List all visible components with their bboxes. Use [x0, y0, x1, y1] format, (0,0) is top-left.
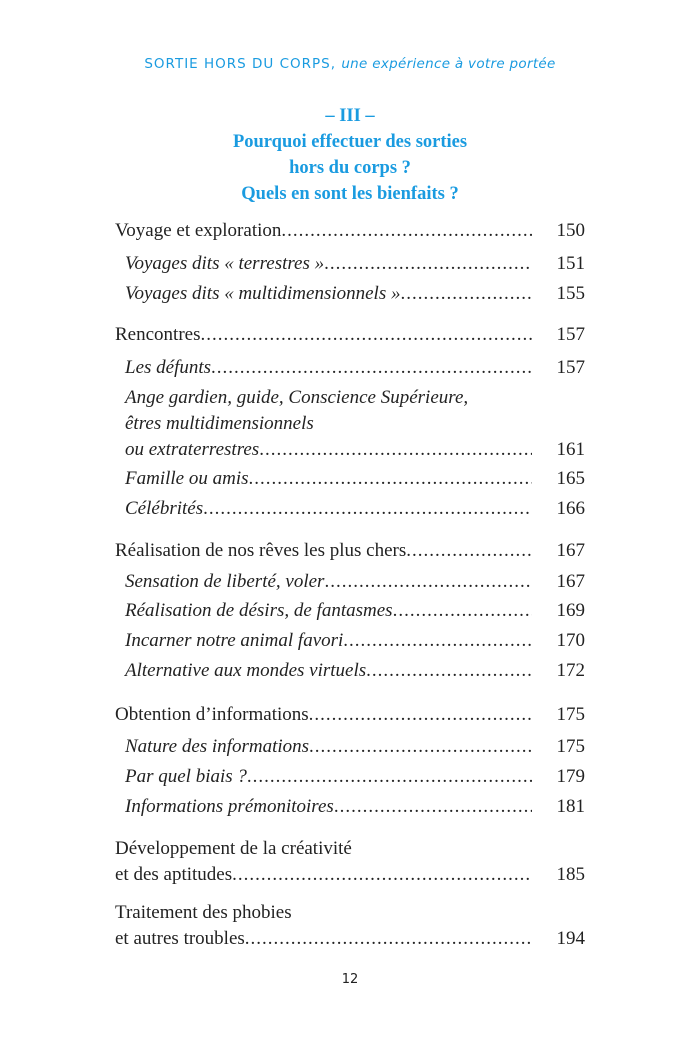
toc-entry-line	[125, 794, 585, 820]
toc-entry-title: Voyages dits « terrestres »	[125, 253, 325, 274]
toc-entry-line	[125, 598, 585, 624]
toc-entry-line	[125, 734, 585, 760]
toc-entry-line	[115, 926, 585, 952]
dot-leader	[324, 569, 532, 595]
toc-entry-line	[115, 862, 585, 888]
running-header	[0, 56, 700, 72]
toc-page-number: 157	[556, 324, 585, 345]
toc-section-entry[interactable]	[115, 702, 585, 728]
toc-entry-title: Obtention d’informations	[115, 704, 309, 725]
toc-entry-line	[115, 900, 585, 926]
toc-entry-title: Développement de la créativité	[115, 838, 352, 859]
toc-page-number: 167	[556, 571, 585, 592]
toc-entry-title: Par quel biais ?	[125, 766, 247, 787]
toc-page-number: 179	[556, 766, 585, 787]
dot-leader	[400, 281, 532, 307]
dot-leader	[232, 862, 532, 888]
toc-section-entry[interactable]	[115, 322, 585, 348]
dot-leader	[334, 794, 532, 820]
toc-entry-line	[125, 411, 585, 437]
dot-leader	[249, 466, 533, 492]
toc-entry-line	[125, 437, 585, 463]
toc-page-number: 161	[556, 439, 585, 460]
toc-entry-line	[125, 385, 585, 411]
toc-page-number: 185	[556, 864, 585, 885]
toc-subsection-entry[interactable]	[125, 281, 585, 307]
toc-section-entry[interactable]	[115, 836, 585, 888]
toc-entry-title: Réalisation de désirs, de fantasmes	[125, 600, 393, 621]
toc-entry-line	[125, 355, 585, 381]
toc-entry-line	[125, 251, 585, 277]
dot-leader	[366, 658, 532, 684]
toc-entry-title: êtres multidimensionnels	[125, 413, 314, 434]
toc-subsection-entry[interactable]	[125, 355, 585, 381]
toc-subsection-entry[interactable]	[125, 598, 585, 624]
chapter-title-line: Quels en sont les bienfaits ?	[241, 184, 459, 204]
toc-entry-title: Incarner notre animal favori	[125, 630, 344, 651]
book-subtitle: une expérience à votre portée	[341, 56, 556, 72]
toc-subsection-entry[interactable]	[125, 466, 585, 492]
toc-subsection-entry[interactable]	[125, 734, 585, 760]
dot-leader	[324, 251, 532, 277]
toc-entry-title: Ange gardien, guide, Conscience Supérieure,	[125, 387, 469, 408]
dot-leader	[309, 734, 532, 760]
toc-entry-title: Célébrités	[125, 498, 204, 519]
dot-leader	[247, 764, 532, 790]
toc-page-number: 181	[556, 796, 585, 817]
toc-page-number: 165	[556, 468, 585, 489]
toc-entry-line	[125, 628, 585, 654]
toc-subsection-entry[interactable]	[125, 385, 585, 463]
toc-entry-line	[115, 218, 585, 244]
toc-entry-line	[115, 322, 585, 348]
toc-entry-title: Les défunts	[125, 357, 212, 378]
dot-leader	[343, 628, 532, 654]
toc-entry-title: et autres troubles	[115, 928, 245, 949]
toc-subsection-entry[interactable]	[125, 251, 585, 277]
toc-entry-line	[125, 466, 585, 492]
dot-leader	[211, 355, 532, 381]
toc-entry-line	[125, 569, 585, 595]
toc-entry-line	[125, 281, 585, 307]
page-number: 12	[341, 972, 359, 987]
toc-page-number: 170	[556, 630, 585, 651]
toc-subsection-entry[interactable]	[125, 658, 585, 684]
toc-entry-title: Informations prémonitoires	[125, 796, 334, 817]
dot-leader	[245, 926, 532, 952]
toc-entry-title: Traitement des phobies	[115, 902, 292, 923]
toc-entry-title: Voyages dits « multidimensionnels »	[125, 283, 401, 304]
dot-leader	[393, 598, 532, 624]
toc-entry-line	[115, 538, 585, 564]
toc-page-number: 194	[556, 928, 585, 949]
dot-leader	[406, 538, 532, 564]
dot-leader	[200, 322, 532, 348]
dot-leader	[203, 496, 532, 522]
toc-subsection-entry[interactable]	[125, 628, 585, 654]
toc-section-entry[interactable]	[115, 218, 585, 244]
toc-page-number: 151	[556, 253, 585, 274]
toc-entry-title: Nature des informations	[125, 736, 310, 757]
toc-entry-title: Famille ou amis	[125, 468, 249, 489]
toc-page-number: 169	[556, 600, 585, 621]
toc-entry-title: Voyage et exploration	[115, 220, 282, 241]
toc-page-number: 155	[556, 283, 585, 304]
toc-entry-title: Réalisation de nos rêves les plus chers	[115, 540, 407, 561]
toc-page-number: 172	[556, 660, 585, 681]
toc-page-number: 157	[556, 357, 585, 378]
toc-entry-title: Rencontres	[115, 324, 201, 345]
toc-entry-line	[115, 836, 585, 862]
toc-entry-line	[115, 702, 585, 728]
toc-page-number: 175	[556, 704, 585, 725]
toc-section-entry[interactable]	[115, 538, 585, 564]
dot-leader	[309, 702, 532, 728]
toc-entry-line	[125, 764, 585, 790]
toc-entry-line	[125, 658, 585, 684]
toc-entry-title: Alternative aux mondes virtuels	[125, 660, 367, 681]
toc-page-number: 150	[556, 220, 585, 241]
chapter-title-line: Pourquoi effectuer des sorties	[232, 132, 468, 152]
toc-section-entry[interactable]	[115, 900, 585, 952]
book-title: SORTIE HORS DU CORPS,	[144, 56, 337, 72]
toc-entry-line	[125, 496, 585, 522]
toc-subsection-entry[interactable]	[125, 794, 585, 820]
toc-entry-title: ou extraterrestres	[125, 439, 260, 460]
toc-page-number: 175	[556, 736, 585, 757]
toc-subsection-entry[interactable]	[125, 764, 585, 790]
toc-page-number: 166	[556, 498, 585, 519]
chapter-number: – III –	[325, 106, 375, 126]
toc-subsection-entry[interactable]	[125, 569, 585, 595]
toc-entry-title: et des aptitudes	[115, 864, 233, 885]
toc-page-number: 167	[556, 540, 585, 561]
toc-subsection-entry[interactable]	[125, 496, 585, 522]
dot-leader	[281, 218, 532, 244]
dot-leader	[259, 437, 532, 463]
chapter-title-line: hors du corps ?	[289, 158, 411, 178]
toc-entry-title: Sensation de liberté, voler	[125, 571, 325, 592]
